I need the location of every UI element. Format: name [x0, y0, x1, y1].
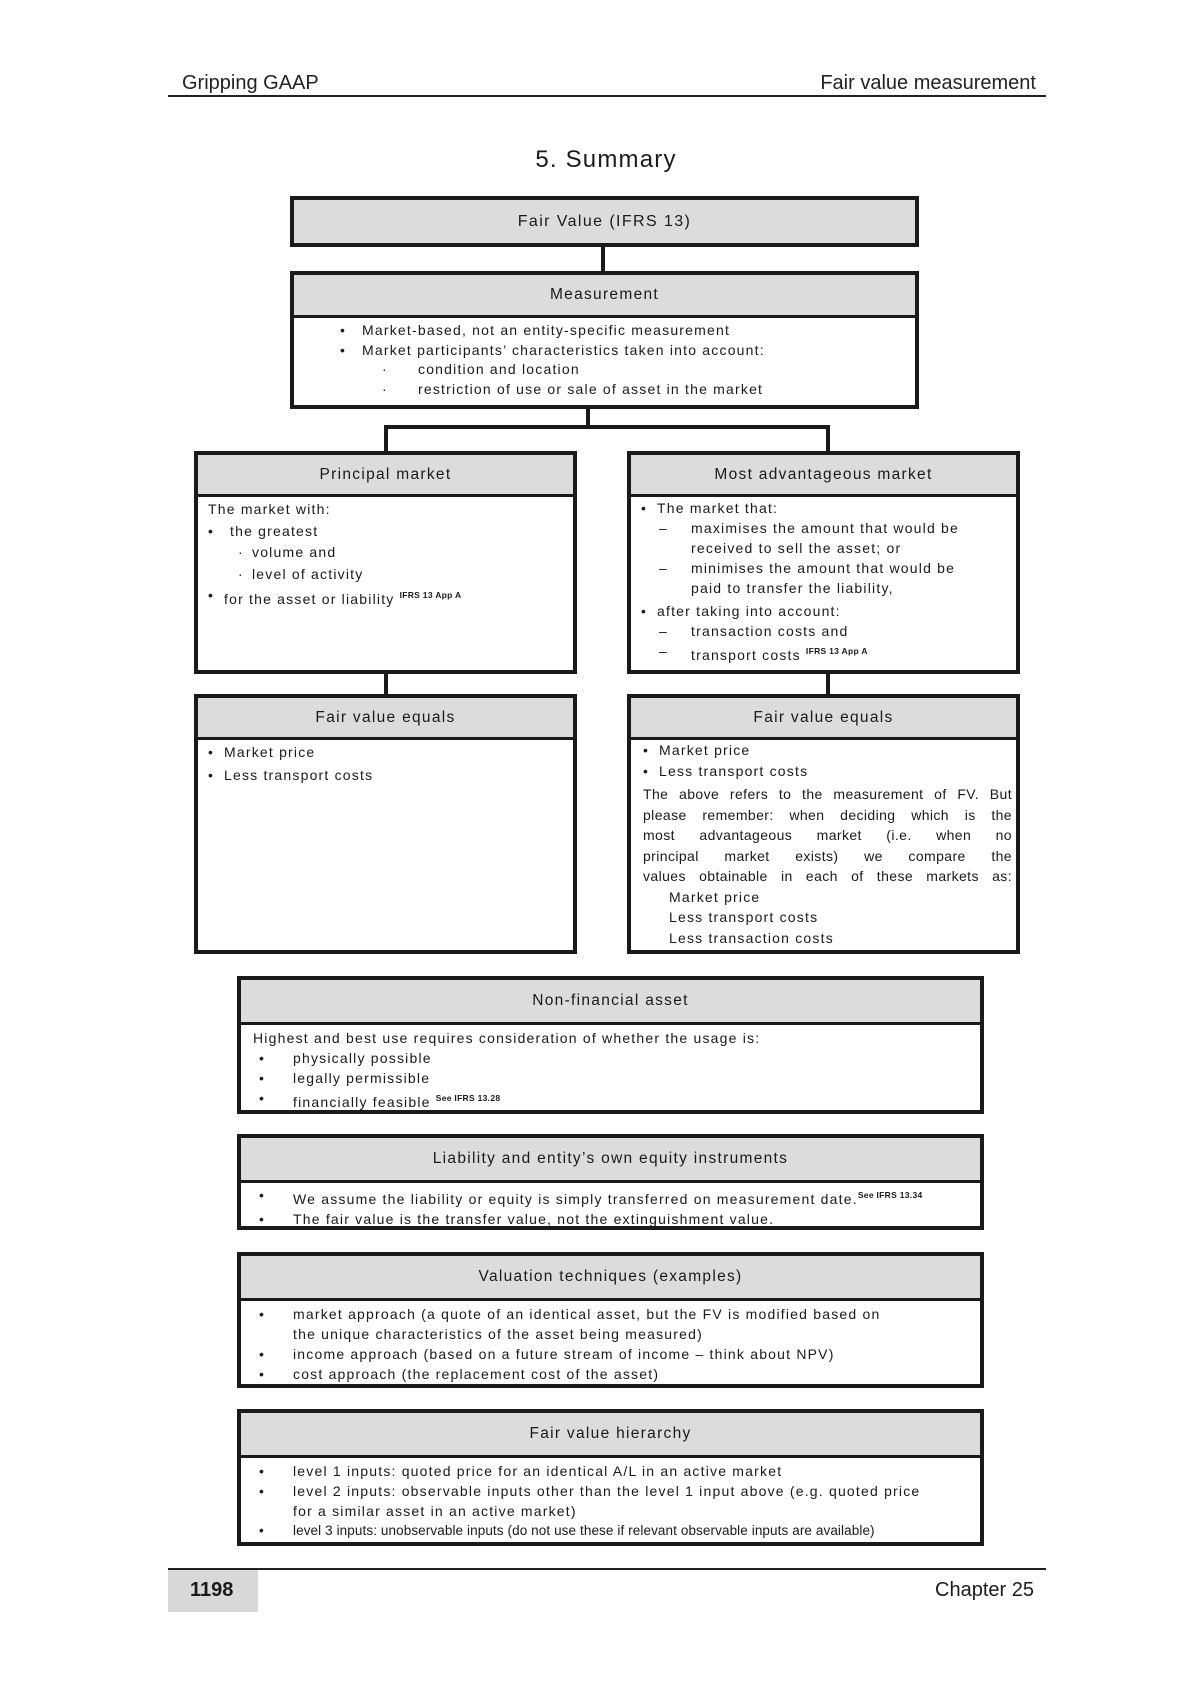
- connector: [601, 244, 605, 274]
- mam-ref: IFRS 13 App A: [805, 646, 868, 656]
- fv-equals-right-box: [627, 694, 1020, 954]
- fv-right-para-line-1: The above refers to the measurement of FV. But: [643, 786, 1012, 802]
- principal-market-box: [194, 451, 577, 674]
- valuation-bullet-1-line-2: the unique characteristics of the asset being measured): [293, 1326, 703, 1342]
- principal-market-ref: IFRS 13 App A: [399, 590, 462, 600]
- non-financial-ref: See IFRS 13.28: [435, 1093, 501, 1103]
- fv-left-bullet-1: Market price: [224, 744, 316, 760]
- bullet: •: [641, 500, 648, 516]
- hierarchy-bullet-1: level 1 inputs: quoted price for an identical A/L in an active market: [293, 1463, 783, 1479]
- sub-bullet: ·: [382, 361, 388, 377]
- bullet: •: [208, 587, 215, 603]
- dash: –: [659, 560, 668, 576]
- non-financial-intro: Highest and best use requires consideration of whether the usage is:: [253, 1030, 761, 1046]
- header-rule: [168, 95, 1046, 97]
- mam-dash-1-line-1: maximises the amount that would be: [691, 520, 960, 536]
- bullet: •: [259, 1187, 266, 1203]
- most-advantageous-market-heading: Most advantageous market: [631, 455, 1016, 497]
- liability-heading: Liability and entity’s own equity instruments: [241, 1138, 980, 1183]
- fair-value-box: [290, 196, 919, 247]
- bullet: •: [259, 1463, 266, 1479]
- bullet: •: [259, 1090, 266, 1106]
- dash: –: [659, 520, 668, 536]
- fv-right-item-1: Market price: [669, 888, 761, 905]
- chapter-label: Chapter 25: [935, 1579, 1034, 1601]
- fv-right-bullet-1: Market price: [659, 742, 751, 758]
- bullet: •: [259, 1211, 266, 1227]
- footer-rule: [168, 1568, 1046, 1570]
- fair-value-label: Fair Value (IFRS 13): [517, 212, 692, 230]
- bullet: •: [259, 1523, 264, 1538]
- bullet: •: [259, 1050, 266, 1066]
- bullet: •: [259, 1306, 266, 1322]
- liability-bullet-1: We assume the liability or equity is simply transferred on measurement date.: [293, 1191, 858, 1207]
- bullet: •: [208, 744, 215, 760]
- bullet: •: [259, 1346, 266, 1362]
- measurement-sub-1: condition and location: [418, 361, 580, 377]
- sub-bullet: ·: [382, 380, 388, 397]
- sub-bullet: ·: [238, 544, 244, 560]
- non-financial-bullet-1: physically possible: [293, 1050, 432, 1066]
- measurement-box: [290, 271, 919, 409]
- bullet: •: [259, 1366, 266, 1382]
- mam-dash-2-line-2: paid to transfer the liability,: [691, 580, 894, 596]
- non-financial-bullet-3: financially feasible: [293, 1094, 431, 1110]
- page-number: 1198: [190, 1579, 234, 1601]
- bullet: •: [208, 767, 215, 783]
- valuation-techniques-box: [237, 1252, 984, 1388]
- dash: –: [659, 643, 668, 659]
- bullet: •: [340, 341, 347, 358]
- bullet: •: [643, 742, 650, 758]
- principal-market-heading: Principal market: [198, 455, 573, 497]
- mam-dash-4: transport costs: [691, 647, 801, 663]
- connector: [384, 425, 388, 454]
- fv-equals-left-heading: Fair value equals: [198, 698, 573, 740]
- measurement-bullet-1: Market-based, not an entity-specific measurement: [362, 322, 731, 338]
- page-title: 5. Summary: [535, 146, 677, 173]
- hierarchy-bullet-3: level 3 inputs: unobservable inputs (do not use these if relevant observable inputs are available): [293, 1523, 875, 1538]
- principal-market-intro: The market with:: [208, 501, 331, 517]
- measurement-bullet-2: Market participants’ characteristics taken into account:: [362, 341, 765, 358]
- hierarchy-heading: Fair value hierarchy: [241, 1413, 980, 1458]
- bullet: •: [643, 762, 650, 779]
- valuation-heading: Valuation techniques (examples): [241, 1256, 980, 1301]
- hierarchy-bullet-2-line-2: for a similar asset in an active market): [293, 1503, 577, 1519]
- connector: [826, 425, 830, 454]
- fv-equals-left-box: [194, 694, 577, 954]
- hierarchy-bullet-2-line-1: level 2 inputs: observable inputs other than the level 1 input above (e.g. quoted price: [293, 1483, 921, 1499]
- mam-bullet-1: The market that:: [657, 500, 779, 516]
- non-financial-heading: Non-financial asset: [241, 980, 980, 1025]
- fv-right-para-line-2: please remember: when deciding which is the: [643, 806, 1012, 823]
- non-financial-asset-box: [237, 976, 984, 1114]
- bullet: •: [259, 1483, 266, 1499]
- dash: –: [659, 623, 668, 639]
- principal-market-bullet-1: the greatest: [230, 522, 319, 539]
- bullet: •: [259, 1070, 266, 1086]
- fv-right-para-line-3: most advantageous market (i.e. when no: [643, 827, 1012, 843]
- header-right: Fair value measurement: [820, 72, 1036, 94]
- fv-right-para-line-5: values obtainable in each of these markets as:: [643, 868, 1012, 884]
- mam-dash-3: transaction costs and: [691, 623, 849, 639]
- principal-market-sub-1: volume and: [252, 544, 337, 560]
- mam-dash-2-line-1: minimises the amount that would be: [691, 560, 956, 576]
- liability-bullet-2: The fair value is the transfer value, not the extinguishment value.: [293, 1211, 775, 1227]
- header-left: Gripping GAAP: [182, 72, 319, 94]
- principal-market-bullet-2: for the asset or liability: [224, 591, 395, 607]
- valuation-bullet-2: income approach (based on a future stream of income – think about NPV): [293, 1346, 835, 1362]
- fv-equals-right-heading: Fair value equals: [631, 698, 1016, 740]
- bullet: •: [641, 603, 648, 619]
- liability-ref: See IFRS 13.34: [857, 1190, 923, 1200]
- most-advantageous-market-box: [627, 451, 1020, 674]
- fv-right-bullet-2: Less transport costs: [659, 762, 809, 779]
- fv-right-para-line-4: principal market exists) we compare the: [643, 847, 1012, 864]
- bullet: •: [340, 322, 347, 338]
- non-financial-bullet-2: legally permissible: [293, 1070, 431, 1086]
- principal-market-sub-2: level of activity: [252, 565, 364, 582]
- fv-right-item-3: Less transaction costs: [669, 929, 834, 946]
- fv-left-bullet-2: Less transport costs: [224, 767, 374, 783]
- connector: [384, 425, 830, 429]
- measurement-sub-2: restriction of use or sale of asset in the market: [418, 380, 764, 397]
- sub-bullet: ·: [238, 565, 244, 582]
- bullet: •: [208, 522, 215, 539]
- measurement-heading: Measurement: [294, 275, 915, 318]
- valuation-bullet-3: cost approach (the replacement cost of the asset): [293, 1366, 660, 1382]
- mam-dash-1-line-2: received to sell the asset; or: [691, 540, 902, 556]
- fv-right-item-2: Less transport costs: [669, 909, 819, 925]
- fair-value-hierarchy-box: [237, 1409, 984, 1546]
- valuation-bullet-1-line-1: market approach (a quote of an identical asset, but the FV is modified based on: [293, 1306, 881, 1322]
- mam-bullet-2: after taking into account:: [657, 603, 841, 619]
- liability-box: [237, 1134, 984, 1230]
